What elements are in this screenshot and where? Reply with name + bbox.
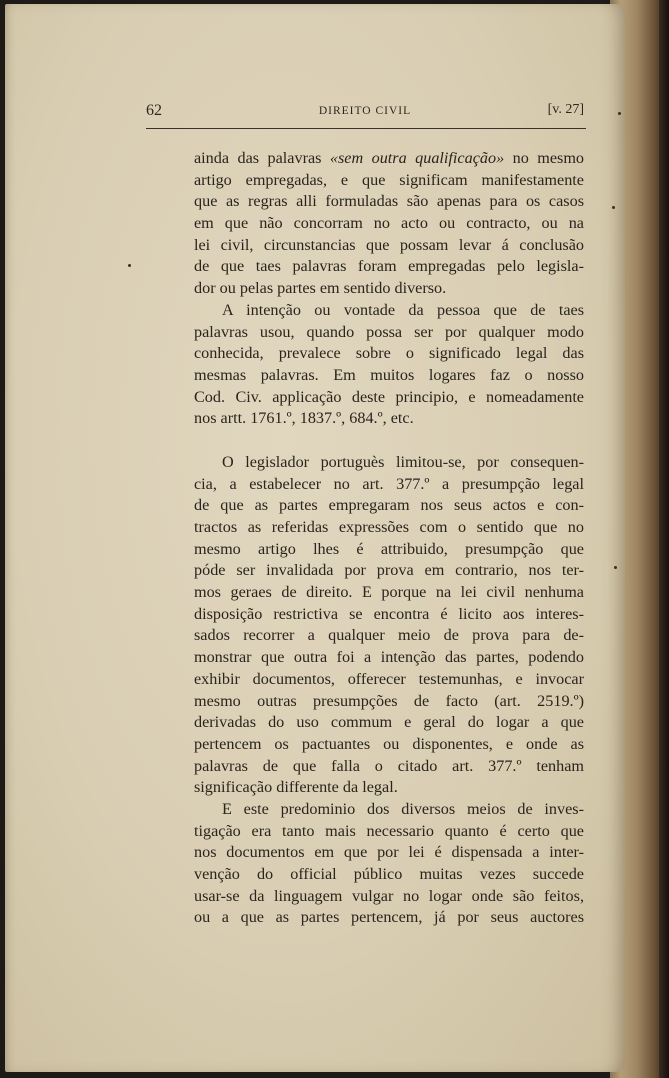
text-line: ou a que as partes pertencem, já por seus auctores bbox=[194, 908, 584, 927]
text-line: conhecida, prevalece sobre o significado legal das bbox=[194, 344, 584, 363]
section-reference: [v. 27] bbox=[547, 102, 584, 117]
text-line: artigo empregadas, e que significam manifestamente bbox=[194, 170, 584, 189]
text-line: mesmo artigo lhes é attribuido, presumpção que bbox=[194, 539, 584, 558]
text-line: tigação era tanto mais necessario quanto é certo que bbox=[194, 821, 584, 840]
running-header bbox=[146, 102, 584, 128]
paragraph-1 bbox=[194, 148, 584, 300]
text-line: monstrar que outra foi a intenção das partes, podendo bbox=[194, 648, 584, 667]
body-text bbox=[194, 148, 584, 929]
paragraph-3 bbox=[194, 452, 584, 799]
paper-speck bbox=[612, 206, 615, 209]
text-line: dor ou pelas partes em sentido diverso. bbox=[194, 279, 447, 298]
text-line: nos artt. 1761.º, 1837.º, 684.º, etc. bbox=[194, 409, 414, 428]
text-line: disposição restrictiva se encontra é licito aos interes- bbox=[194, 604, 584, 623]
text-line: que as regras alli formuladas são apenas para os casos bbox=[194, 192, 584, 211]
text-line: palavras usou, quando possa ser por qualquer modo bbox=[194, 322, 584, 341]
text-line: usar-se da linguagem vulgar no logar onde são feitos, bbox=[194, 886, 584, 905]
book-spine bbox=[659, 0, 669, 1078]
text-line: mesmo outras presumpções de facto (art. 2519.º) bbox=[194, 691, 584, 710]
text-line: A intenção ou vontade da pessoa que de taes bbox=[222, 300, 584, 319]
text-line: sados recorrer a qualquer meio de prova para de- bbox=[194, 626, 584, 645]
text-line: pertencem os pactuantes ou disponentes, e onde as bbox=[194, 734, 584, 753]
text-line: de que taes palavras foram empregadas pelo legisla- bbox=[194, 257, 584, 276]
text-line: cia, a estabelecer no art. 377.º a presumpção legal bbox=[194, 474, 584, 493]
text-line: lei civil, circunstancias que possam levar á conclusão bbox=[194, 235, 584, 254]
paragraph-4 bbox=[194, 799, 584, 929]
text-line: ainda das palavras «sem outra qualificação» no mesmo bbox=[194, 149, 585, 167]
paper-speck bbox=[614, 566, 617, 569]
header-rule bbox=[146, 128, 586, 129]
text-line: nos documentos em que por lei é dispensada a inter- bbox=[194, 843, 584, 862]
text-line: significação differente da legal. bbox=[194, 778, 398, 797]
text-line: derivadas do uso commum e geral do logar a que bbox=[194, 713, 584, 732]
paper-speck bbox=[128, 264, 131, 267]
quoted-phrase: «sem outra qualificação» bbox=[329, 149, 505, 167]
text-line: mos geraes de direito. E porque na lei civil nenhuma bbox=[194, 583, 584, 602]
paper-speck bbox=[618, 112, 621, 115]
text-line: póde ser invalidada por prova em contrario, nos ter- bbox=[194, 561, 584, 580]
text-line: palavras de que falla o citado art. 377.º tenham bbox=[194, 756, 584, 775]
text-line: exhibir documentos, offerecer testemunhas, e invocar bbox=[194, 669, 584, 688]
text-line: Cod. Civ. applicação deste principio, e nomeadamente bbox=[194, 387, 584, 406]
running-title: DIREITO CIVIL bbox=[318, 105, 412, 117]
text-line: em que não concorram no acto ou contracto, ou na bbox=[194, 214, 584, 233]
text-line: tractos as referidas expressões com o sentido que no bbox=[194, 518, 584, 536]
text-line: O legislador portuguès limitou-se, por consequen- bbox=[222, 452, 584, 471]
text-line: venção do official público muitas vezes succede bbox=[194, 865, 584, 883]
text-line: E este predominio dos diversos meios de inves- bbox=[222, 799, 584, 818]
paragraph-2 bbox=[194, 300, 584, 430]
page-number: 62 bbox=[146, 102, 162, 119]
text-line: de que as partes empregaram nos seus actos e con- bbox=[194, 496, 584, 515]
text-line: mesmas palavras. Em muitos logares faz o nosso bbox=[194, 365, 584, 384]
